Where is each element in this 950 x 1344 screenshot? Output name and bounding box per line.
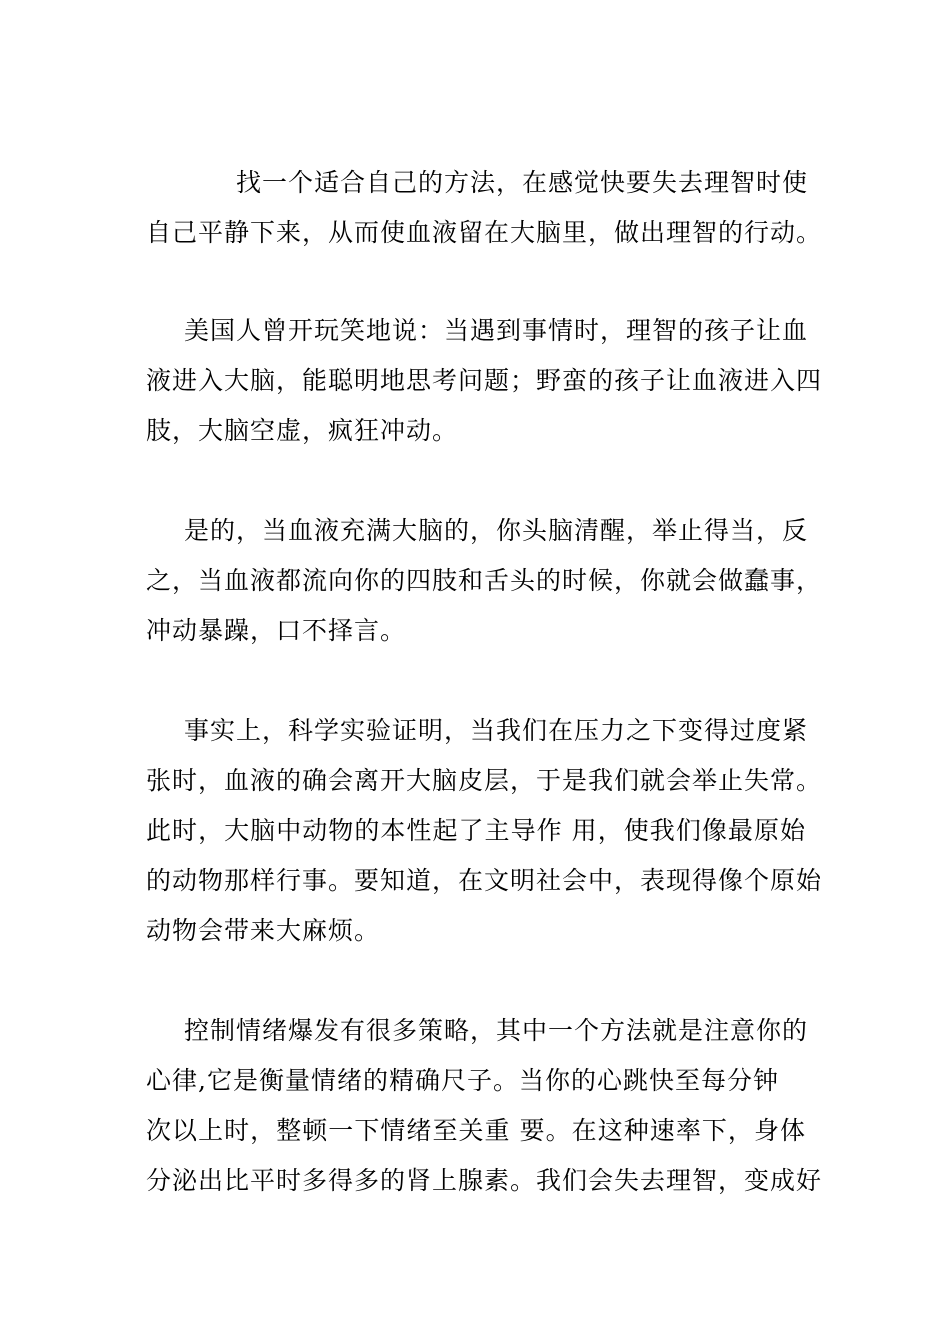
paragraph-2-line-3: 肢，大脑空虚，疯狂冲动。 (146, 416, 459, 445)
paragraph-4-line-5: 动物会带来大麻烦。 (146, 916, 381, 945)
paragraph-4-line-2: 张时，血液的确会离开大脑皮层，于是我们就会举止失常。 (146, 766, 823, 795)
paragraph-5-line-4: 分泌出比平时多得多的肾上腺素。我们会失去理智，变成好 (146, 1166, 823, 1195)
paragraph-3-line-2: 之，当血液都流向你的四肢和舌头的时候，你就会做蠢事， (146, 566, 823, 595)
paragraph-5-line-3: 次以上时，整顿一下情绪至关重 要。在这种速率下，身体 (146, 1116, 806, 1145)
paragraph-5-line-2: 心律,它是衡量情绪的精确尺子。当你的心跳快至每分钟 (146, 1066, 779, 1095)
paragraph-5-line-1: 控制情绪爆发有很多策略，其中一个方法就是注意你的 (184, 1016, 809, 1045)
paragraph-4-line-3: 此时，大脑中动物的本性起了主导作 用，使我们像最原始 (146, 816, 806, 845)
paragraph-1-line-1: 找一个适合自己的方法，在感觉快要失去理智时使 (236, 168, 809, 197)
paragraph-2-line-1: 美国人曾开玩笑地说：当遇到事情时，理智的孩子让血 (184, 316, 809, 345)
paragraph-2-line-2: 液进入大脑，能聪明地思考问题；野蛮的孩子让血液进入四 (146, 366, 823, 395)
paragraph-1-line-2: 自己平静下来，从而使血液留在大脑里，做出理智的行动。 (146, 218, 823, 247)
paragraph-3-line-1: 是的，当血液充满大脑的，你头脑清醒，举止得当，反 (184, 516, 809, 545)
paragraph-4-line-1: 事实上，科学实验证明，当我们在压力之下变得过度紧 (184, 716, 809, 745)
paragraph-3-line-3: 冲动暴躁，口不择言。 (146, 616, 407, 645)
paragraph-4-line-4: 的动物那样行事。要知道，在文明社会中，表现得像个原始 (146, 866, 823, 895)
